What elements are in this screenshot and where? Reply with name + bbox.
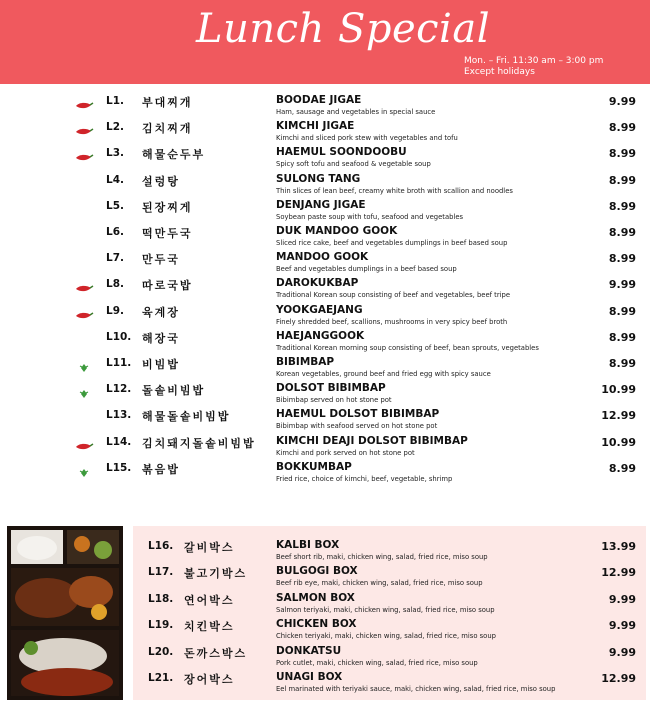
box-code: L17. [148, 566, 174, 579]
item-korean-name: 해물순두부 [142, 148, 206, 162]
box-korean-name: 갈비박스 [184, 541, 235, 554]
box-korean-name: 치킨박스 [184, 620, 235, 634]
pepper-icon [74, 306, 94, 316]
item-korean-name: 육계장 [142, 305, 180, 319]
item-korean-name: 해물돌솥비빔밥 [142, 410, 231, 424]
item-description: Beef and vegetables dumplings in a beef based soup [276, 265, 457, 274]
item-price: 8.99 [608, 121, 636, 135]
menu-item [0, 251, 650, 277]
menu-item [0, 277, 650, 303]
item-name: DENJANG JIGAE [276, 198, 366, 211]
item-name: MANDOO GOOK [276, 251, 369, 264]
hours-line-2: Except holidays [464, 67, 535, 77]
menu-item [0, 120, 650, 146]
box-name: BULGOGI BOX [276, 565, 358, 578]
item-code: L1. [106, 95, 124, 107]
item-code: L15. [106, 461, 132, 474]
item-name: KIMCHI JIGAE [276, 120, 355, 133]
box-item [0, 539, 650, 565]
item-description: Bibimbap served on hot stone pot [276, 396, 392, 405]
item-code: L8. [106, 278, 124, 291]
box-name: SALMON BOX [276, 591, 355, 604]
item-description: Finely shredded beef, scallions, mushrooms in very spicy beef broth [276, 317, 508, 326]
item-price: 10.99 [601, 383, 636, 397]
menu-item [0, 382, 650, 408]
item-code: L12. [106, 383, 132, 396]
page-title: Lunch Special [196, 6, 490, 52]
pepper-icon [74, 122, 94, 132]
item-korean-name: 떡만두국 [142, 227, 193, 240]
item-korean-name: 설렁탕 [142, 174, 180, 188]
item-price: 9.99 [608, 95, 636, 108]
box-description: Salmon teriyaki, maki, chicken wing, salad, fried rice, miso soup [276, 605, 495, 614]
item-korean-name: 만두국 [142, 253, 180, 267]
item-description: Spicy soft tofu and seafood & vegetable soup [276, 160, 431, 169]
item-description: Traditional Korean soup consisting of beef and vegetables, beef tripe [276, 291, 511, 300]
item-description: Korean vegetables, ground beef and fried egg with spicy sauce [276, 370, 491, 378]
item-description: Ham, sausage and vegetables in special sauce [276, 108, 436, 116]
leaf-icon [74, 463, 94, 473]
item-price: 12.99 [601, 409, 636, 423]
item-description: Soybean paste soup with tofu, seafood and vegetables [276, 212, 464, 221]
item-name: SULONG TANG [276, 172, 361, 185]
item-code: L7. [106, 252, 124, 265]
item-name: DUK MANDOO GOOK [276, 225, 398, 237]
menu-item [0, 408, 650, 434]
box-price: 12.99 [601, 672, 636, 685]
item-price: 8.99 [608, 304, 636, 318]
header-banner [0, 0, 650, 84]
hours-line-1: Mon. – Fri. 11:30 am – 3:00 pm [464, 56, 604, 66]
box-item [0, 618, 650, 644]
item-code: L2. [106, 121, 124, 134]
item-description: Kimchi and sliced pork stew with vegetables and tofu [276, 134, 458, 143]
menu-item [0, 146, 650, 172]
item-code: L10. [106, 330, 132, 343]
item-price: 8.99 [608, 461, 636, 475]
item-name: KIMCHI DEAJI DOLSOT BIBIMBAP [276, 434, 468, 447]
item-name: HAEJANGGOOK [276, 329, 365, 342]
box-code: L18. [148, 592, 174, 605]
item-korean-name: 따로국밥 [142, 279, 193, 293]
item-name: BIBIMBAP [276, 356, 335, 368]
item-name: HAEMUL SOONDOOBU [276, 146, 407, 159]
pepper-icon [74, 148, 94, 158]
item-code: L11. [106, 357, 132, 369]
item-korean-name: 비빔밥 [142, 358, 180, 371]
item-price: 8.99 [608, 226, 636, 239]
item-description: Bibimbap with seafood served on hot stone pot [276, 422, 438, 431]
item-code: L4. [106, 173, 124, 186]
item-korean-name: 김치찌개 [142, 122, 193, 136]
item-name: BOKKUMBAP [276, 460, 352, 473]
box-name: CHICKEN BOX [276, 618, 357, 631]
item-price: 8.99 [608, 330, 636, 344]
menu-item [0, 94, 650, 120]
box-name: KALBI BOX [276, 539, 340, 551]
box-price: 9.99 [608, 592, 636, 606]
box-description: Pork cutlet, maki, chicken wing, salad, fried rice, miso soup [276, 658, 478, 667]
item-korean-name: 해장국 [142, 331, 180, 345]
box-item [0, 645, 650, 671]
menu-item [0, 435, 650, 461]
item-description: Sliced rice cake, beef and vegetables dumplings in beef based soup [276, 239, 508, 247]
box-price: 9.99 [608, 619, 636, 633]
item-code: L13. [106, 409, 132, 422]
box-code: L21. [148, 672, 174, 684]
item-name: DAROKUKBAP [276, 277, 359, 290]
item-description: Fried rice, choice of kimchi, beef, vegetable, shrimp [276, 474, 453, 483]
box-item [0, 565, 650, 591]
item-name: DOLSOT BIBIMBAP [276, 382, 386, 395]
leaf-icon [74, 384, 94, 394]
box-description: Chicken teriyaki, maki, chicken wing, salad, fried rice, miso soup [276, 632, 496, 641]
item-code: L3. [106, 147, 124, 160]
item-korean-name: 부대찌개 [142, 96, 193, 109]
item-description: Kimchi and pork served on hot stone pot [276, 448, 415, 457]
menu-item [0, 173, 650, 199]
box-korean-name: 장어박스 [184, 673, 235, 686]
item-code: L6. [106, 226, 124, 238]
item-korean-name: 돌솥비빔밥 [142, 384, 206, 398]
menu-item [0, 304, 650, 330]
item-price: 8.99 [608, 357, 636, 370]
item-name: YOOKGAEJANG [276, 303, 363, 316]
box-code: L16. [148, 540, 174, 552]
hours-text [464, 56, 603, 78]
item-description: Traditional Korean morning soup consisting of beef, bean sprouts, vegetables [276, 343, 539, 352]
item-name: BOODAE JIGAE [276, 94, 362, 106]
box-korean-name: 돈까스박스 [184, 646, 248, 660]
box-description: Eel marinated with teriyaki sauce, maki, chicken wing, salad, fried rice, miso soup [276, 685, 556, 693]
box-code: L20. [148, 645, 174, 658]
pepper-icon [74, 437, 94, 447]
box-price: 9.99 [608, 645, 636, 659]
item-korean-name: 된장찌게 [142, 200, 193, 214]
box-description: Beef short rib, maki, chicken wing, salad, fried rice, miso soup [276, 553, 488, 561]
box-item [0, 592, 650, 618]
item-price: 10.99 [601, 435, 636, 449]
item-price: 8.99 [608, 173, 636, 187]
box-korean-name: 연어박스 [184, 593, 235, 607]
item-korean-name: 김치돼지돌솥비빔밥 [142, 436, 256, 450]
box-description: Beef rib eye, maki, chicken wing, salad, fried rice, miso soup [276, 579, 483, 588]
item-price: 9.99 [608, 278, 636, 292]
box-price: 12.99 [601, 566, 636, 580]
menu-item [0, 199, 650, 225]
pepper-icon [74, 96, 94, 106]
pepper-icon [74, 279, 94, 289]
menu-item [0, 461, 650, 487]
item-price: 8.99 [608, 147, 636, 161]
box-price: 13.99 [601, 540, 636, 553]
item-code: L5. [106, 199, 124, 212]
menu-item [0, 330, 650, 356]
box-korean-name: 불고기박스 [184, 567, 248, 581]
menu-item [0, 225, 650, 251]
item-code: L9. [106, 304, 124, 317]
menu-item [0, 356, 650, 382]
item-code: L14. [106, 435, 132, 448]
item-korean-name: 볶음밥 [142, 462, 180, 476]
box-code: L19. [148, 619, 174, 632]
box-name: DONKATSU [276, 644, 342, 657]
item-price: 8.99 [608, 199, 636, 213]
box-name: UNAGI BOX [276, 671, 343, 683]
box-item [0, 671, 650, 697]
item-description: Thin slices of lean beef, creamy white broth with scallion and noodles [276, 186, 513, 195]
item-price: 8.99 [608, 252, 636, 266]
leaf-icon [74, 358, 94, 368]
item-name: HAEMUL DOLSOT BIBIMBAP [276, 408, 440, 421]
